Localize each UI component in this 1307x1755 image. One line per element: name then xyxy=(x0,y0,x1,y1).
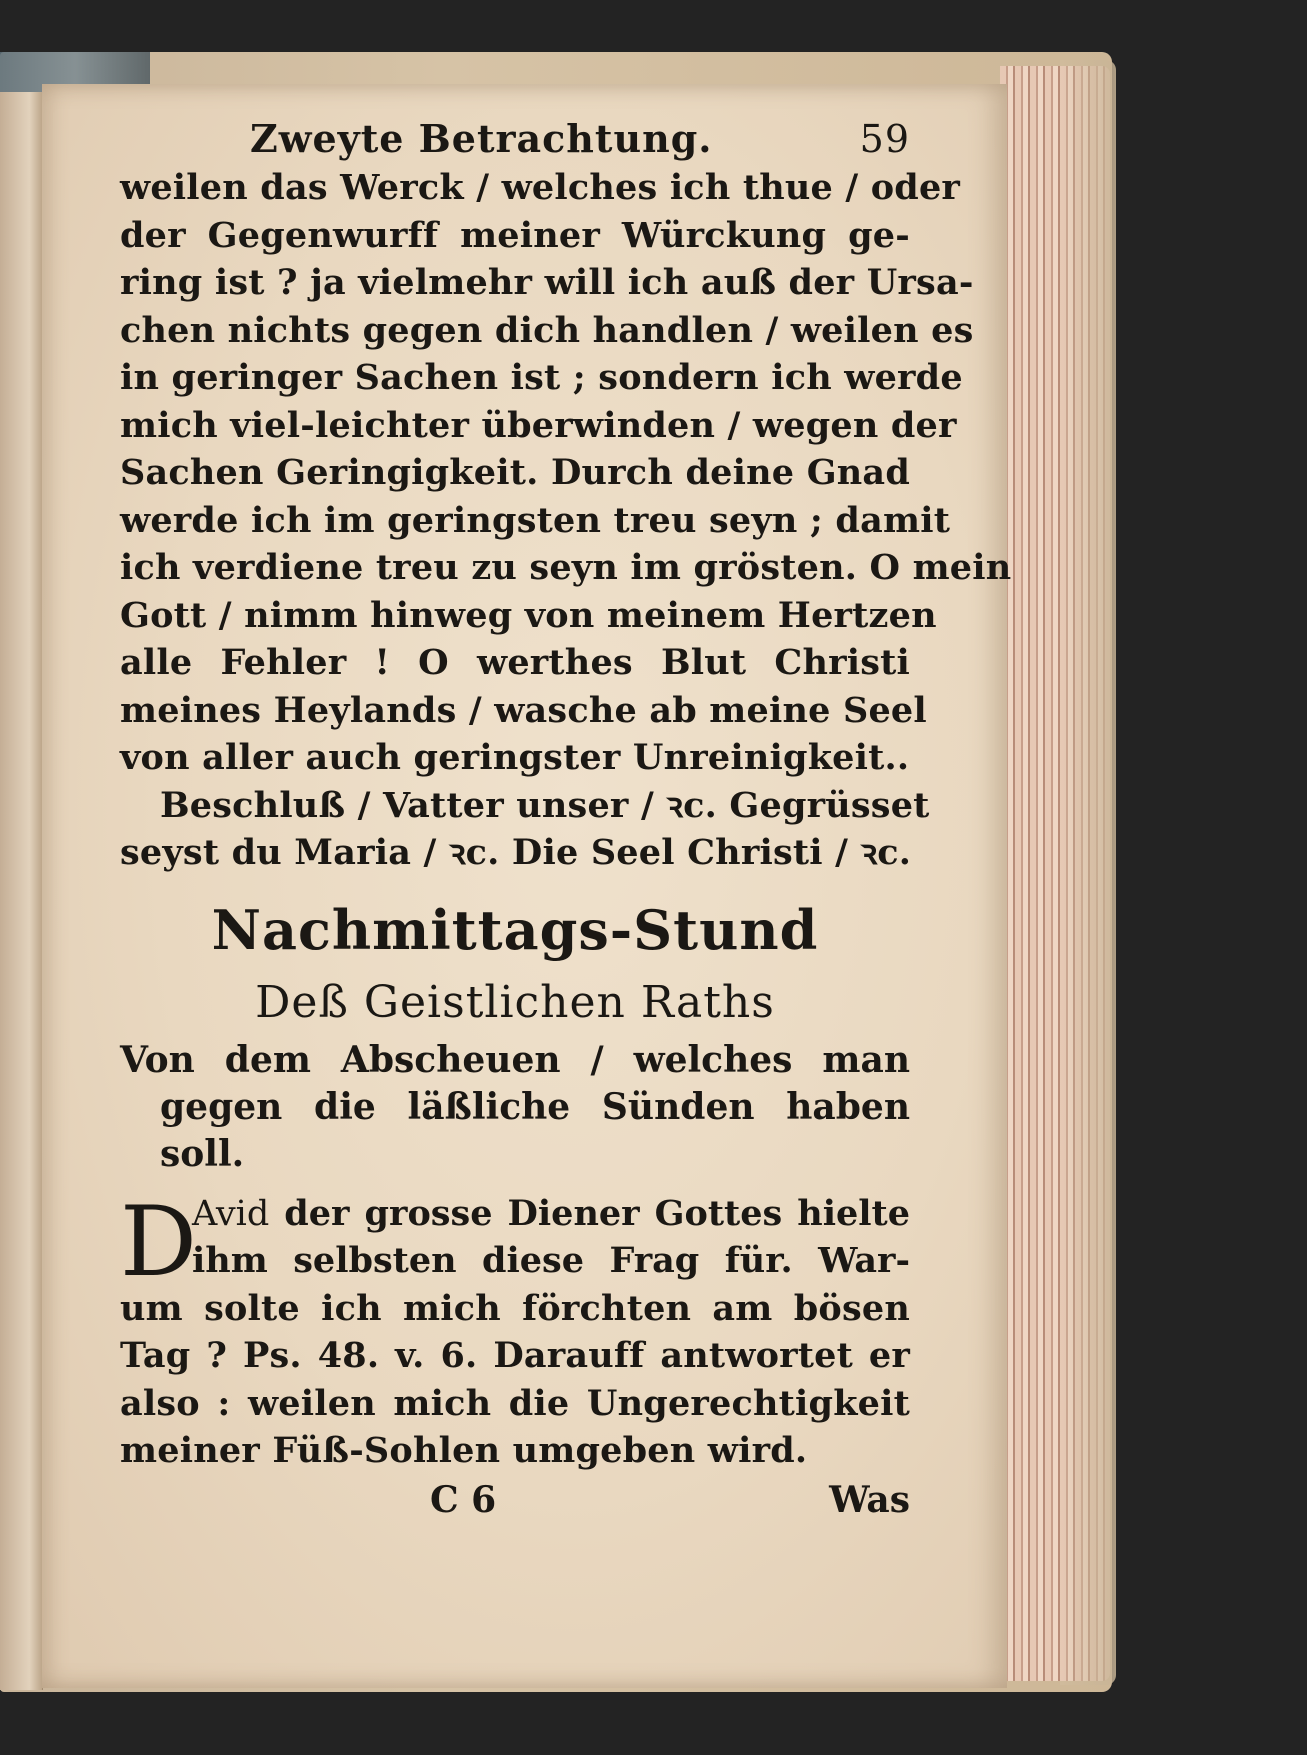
catchword: Was xyxy=(829,1478,910,1521)
text-line: Gott / nimm hinweg von meinem Hertzen xyxy=(120,594,937,636)
text-line: Sachen Geringigkeit. Durch deine Gnad xyxy=(120,452,910,493)
signature-mark: C 6 xyxy=(430,1478,497,1521)
text-line: meiner Füß-Sohlen umgeben wird. xyxy=(120,1430,808,1471)
drop-cap: D xyxy=(120,1185,197,1298)
opening-paragraph xyxy=(120,1185,910,1475)
text-line: der Gegenwurff meiner Würckung ge- xyxy=(120,214,910,256)
section-subheading: Deß Geistlichen Raths xyxy=(255,976,775,1028)
text-line: ring ist ? ja vielmehr will ich auß der Ursa- xyxy=(120,262,974,303)
text-line: alle Fehler ! O werthes Blut Christi xyxy=(120,642,910,683)
text-line: meines Heylands / wasche ab meine Seel xyxy=(120,689,927,731)
text-line xyxy=(120,1190,910,1238)
text-line: also : weilen mich die Ungerechtigkeit xyxy=(120,1382,910,1424)
section-heading: Nachmittags-Stund xyxy=(211,897,819,962)
text-line: werde ich im geringsten treu seyn ; damit xyxy=(120,499,951,541)
page-block-shade xyxy=(1060,60,1116,1685)
text-line: ihm selbsten diese Frag für. War- xyxy=(192,1240,910,1281)
text-line: mich viel-leichter überwinden / wegen der xyxy=(120,404,957,446)
text-line: Tag ? Ps. 48. v. 6. Darauff antwortet er xyxy=(120,1335,910,1376)
text-line: weilen das Werck / welches ich thue / oder xyxy=(120,167,961,208)
topic-line: gegen die läßliche Sünden haben xyxy=(160,1085,910,1128)
page-number: 59 xyxy=(859,117,910,161)
facing-page-sliver xyxy=(0,92,43,1690)
page-footer xyxy=(120,1475,910,1525)
page-text xyxy=(120,114,1012,1525)
conclusion-line: seyst du Maria / ꝛc. Die Seel Christi / ꝛc. xyxy=(120,832,912,873)
topic-line: soll. xyxy=(160,1132,245,1175)
body-text xyxy=(120,164,1012,782)
running-header xyxy=(120,114,910,164)
conclusion-line: Beschluß / Vatter unser / ꝛc. Gegrüsset xyxy=(160,784,930,826)
text-line: von aller auch geringster Unreinigkeit.. xyxy=(120,737,910,778)
conclusion xyxy=(120,782,930,877)
lead-word: Avid xyxy=(192,1193,270,1234)
section-topic xyxy=(120,1037,910,1178)
text-line: um solte ich mich förchten am bösen xyxy=(120,1287,910,1329)
running-title: Zweyte Betrachtung. xyxy=(250,116,713,161)
text-line: in geringer Sachen ist ; sondern ich werde xyxy=(120,357,963,398)
book-page xyxy=(42,84,1012,1688)
line-rest: der grosse Diener Gottes hielte xyxy=(284,1192,910,1234)
topic-line: Von dem Abscheuen / welches man xyxy=(120,1038,910,1081)
text-line: chen nichts gegen dich handlen / weilen es xyxy=(120,309,974,351)
text-line: ich verdiene treu zu seyn im grösten. O mein xyxy=(120,547,1012,588)
